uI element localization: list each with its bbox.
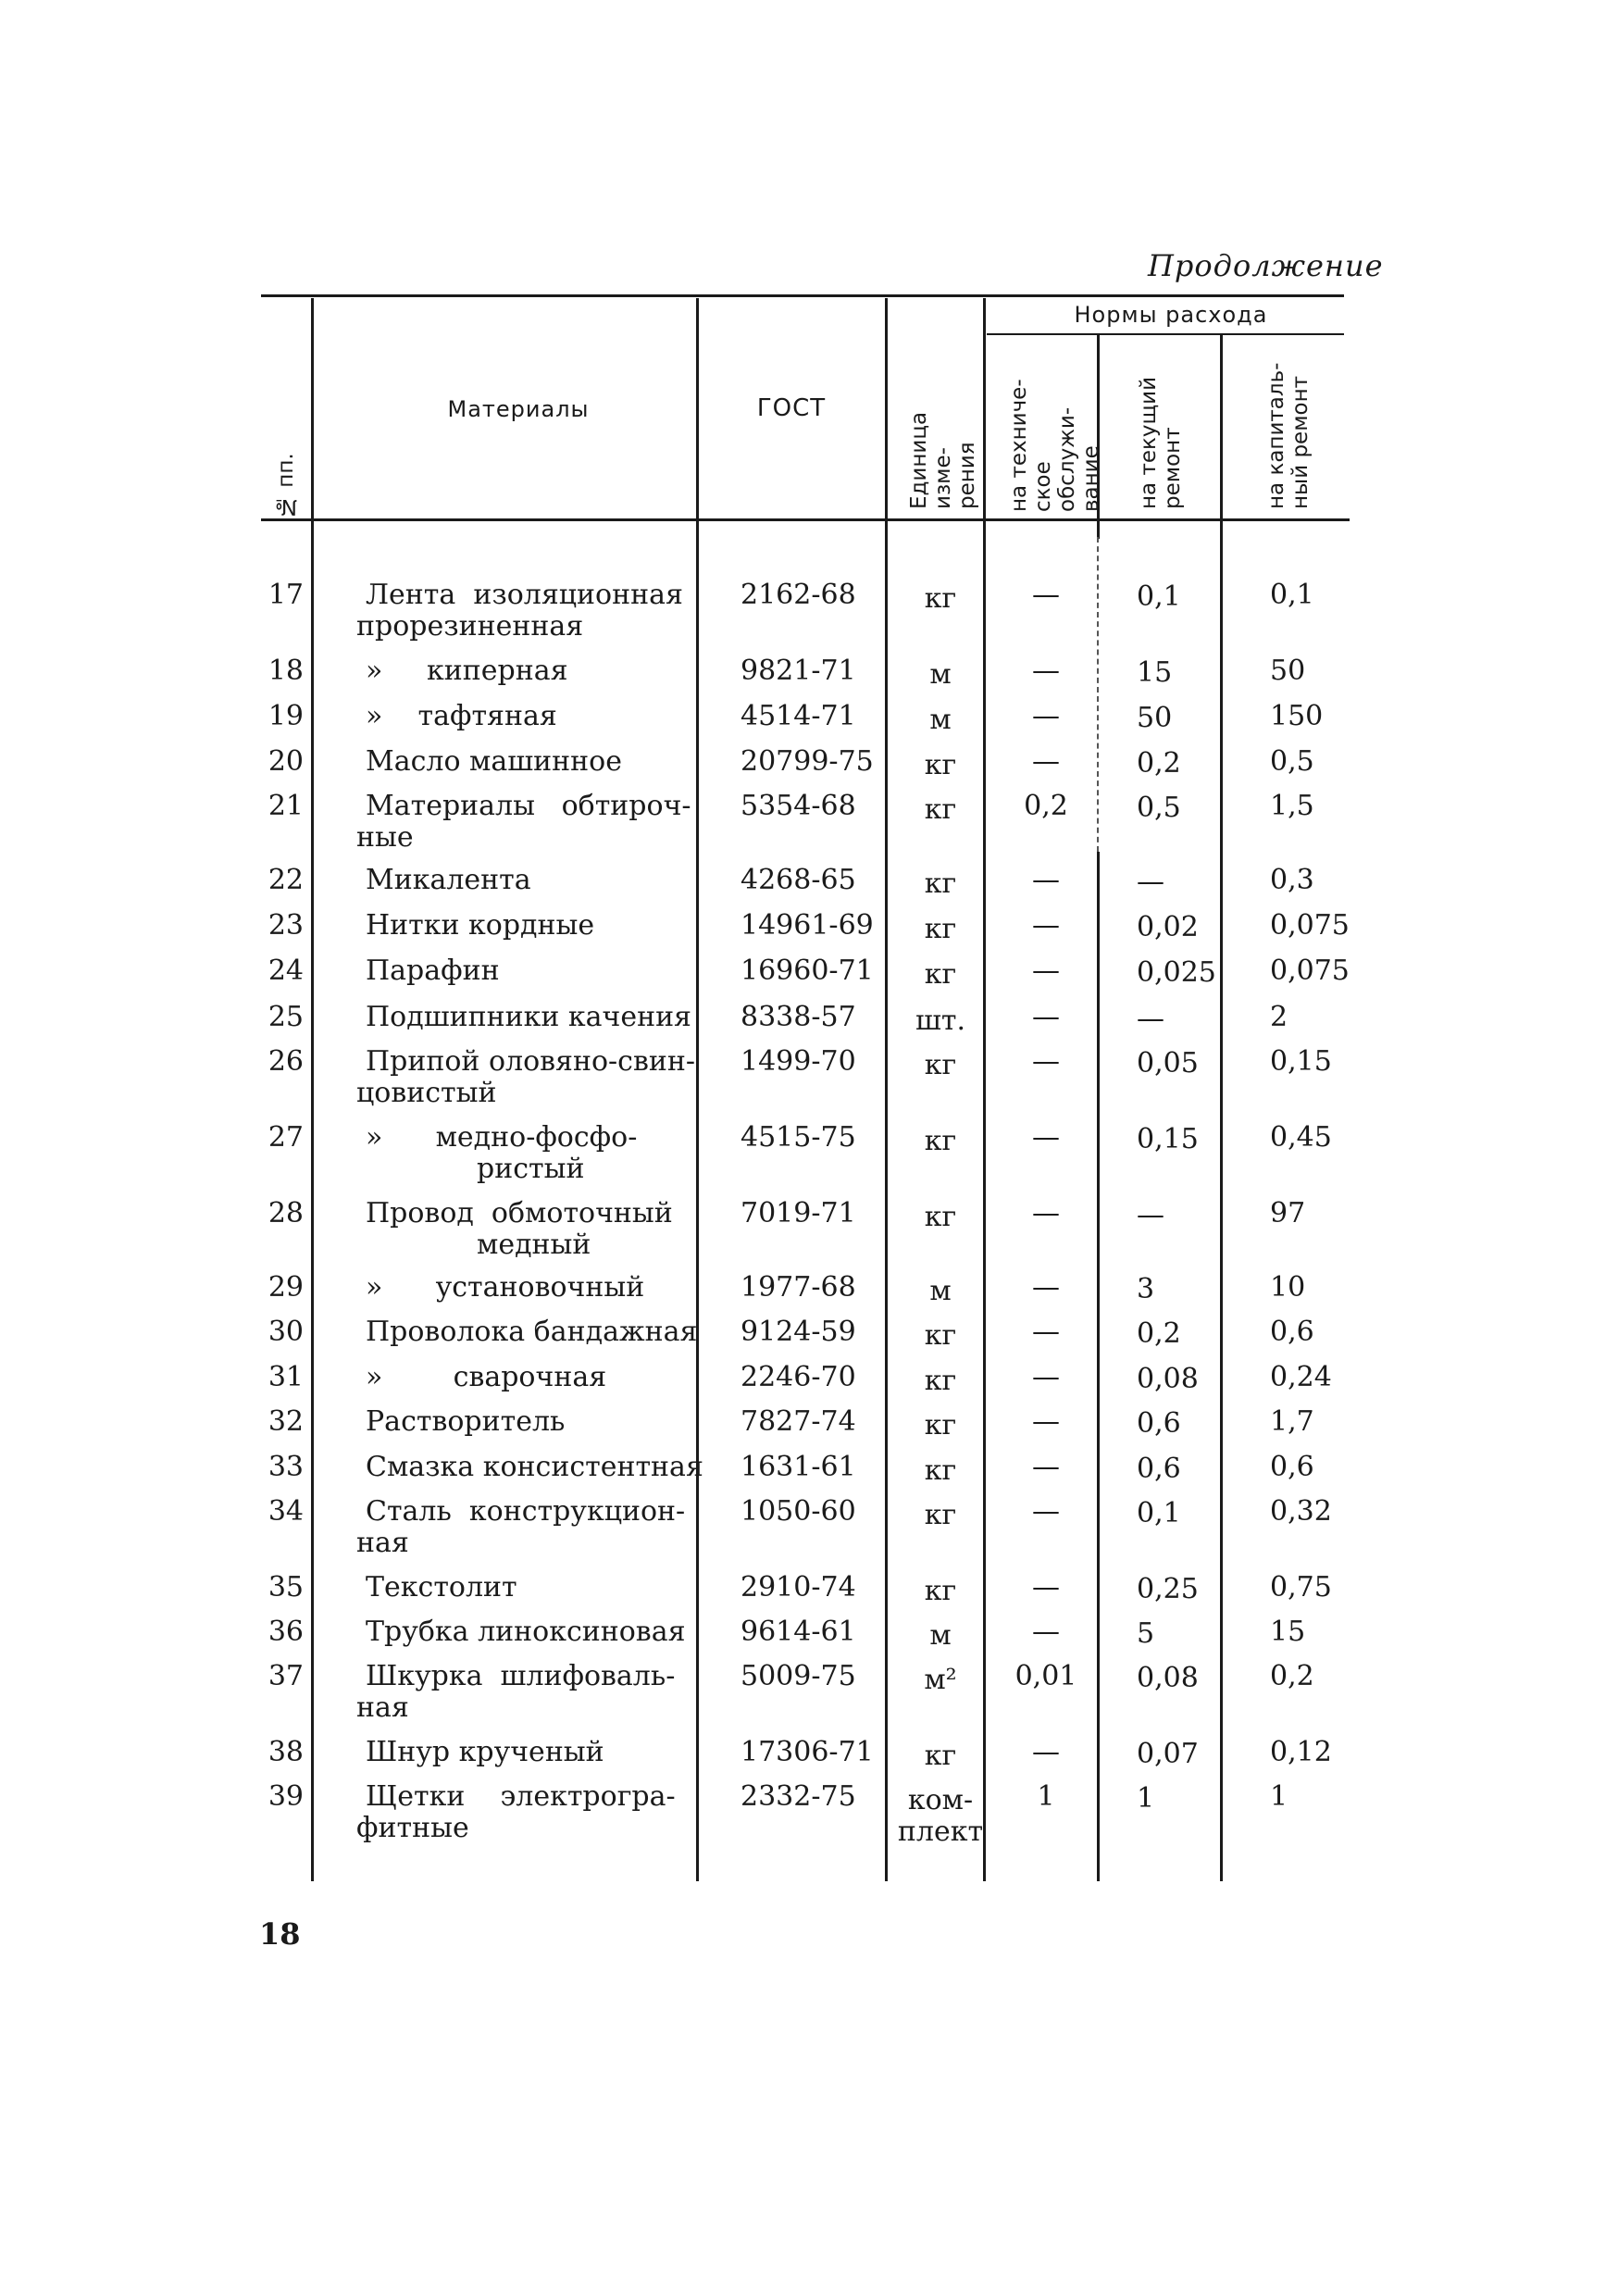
norm-tech-service: — (1032, 745, 1060, 778)
norm-tech-service: 0,2 (1024, 790, 1068, 822)
norm-current-repair: 0,1 (1137, 580, 1181, 613)
gost-number: 1499-70 (741, 1045, 856, 1078)
norm-capital-repair: 0,75 (1270, 1571, 1332, 1603)
row-number: 19 (268, 700, 304, 732)
gost-number: 1050-60 (741, 1495, 856, 1528)
page-number: 18 (259, 1916, 301, 1952)
unit-of-measure: кг (924, 749, 957, 781)
row-number: 24 (268, 955, 304, 987)
norm-capital-repair: 1,7 (1270, 1405, 1314, 1438)
unit-of-measure: м² (924, 1664, 957, 1696)
continuation-label: Продолжение (1148, 248, 1384, 283)
unit-of-measure: кг (924, 1049, 957, 1081)
norm-current-repair: 0,2 (1137, 1317, 1181, 1350)
gost-number: 7019-71 (741, 1197, 856, 1229)
norm-tech-service: — (1032, 1495, 1060, 1528)
material-name-continuation: ная (356, 1527, 409, 1559)
norm-capital-repair: 10 (1270, 1271, 1306, 1304)
col-divider-5-dotted (1097, 537, 1099, 852)
header-unit: Единица изме- рения (907, 411, 979, 509)
norm-current-repair: 0,25 (1137, 1573, 1199, 1605)
material-name: Лента изоляционная (366, 579, 683, 611)
header-num: № пп. (274, 453, 298, 518)
norm-tech-service: — (1032, 1571, 1060, 1603)
unit-of-measure: кг (924, 1454, 957, 1487)
norm-current-repair: 5 (1137, 1617, 1155, 1650)
norm-tech-service: — (1032, 1045, 1060, 1078)
material-name: Шнур крученый (366, 1736, 604, 1768)
norm-tech-service: — (1032, 1316, 1060, 1348)
material-name-continuation: медный (477, 1229, 591, 1261)
norm-current-repair: 1 (1137, 1782, 1155, 1815)
material-name: Смазка консистентная (366, 1451, 703, 1483)
norm-current-repair: 0,02 (1137, 911, 1199, 943)
header-tech-service: на техниче- ское обслужи- вание (1007, 379, 1103, 512)
material-name-continuation: ная (356, 1691, 409, 1724)
gost-number: 9124-59 (741, 1316, 856, 1348)
row-number: 32 (268, 1405, 304, 1438)
norm-tech-service: — (1032, 1121, 1060, 1154)
norm-tech-service: — (1032, 1616, 1060, 1648)
norm-capital-repair: 150 (1270, 700, 1324, 732)
material-name: » киперная (366, 655, 568, 687)
norm-capital-repair: 15 (1270, 1616, 1306, 1648)
norm-current-repair: 3 (1137, 1273, 1155, 1305)
norm-capital-repair: 0,2 (1270, 1660, 1314, 1692)
row-number: 23 (268, 909, 304, 942)
norm-capital-repair: 0,3 (1270, 864, 1314, 896)
norms-rule (987, 333, 1344, 335)
gost-number: 5009-75 (741, 1660, 856, 1692)
material-name: Шкурка шлифоваль- (366, 1660, 676, 1692)
material-name: Материалы обтироч- (366, 790, 691, 822)
row-number: 29 (268, 1271, 304, 1304)
norm-capital-repair: 0,45 (1270, 1121, 1332, 1154)
gost-number: 2246-70 (741, 1361, 856, 1393)
norm-capital-repair: 0,12 (1270, 1736, 1332, 1768)
norm-tech-service: — (1032, 1405, 1060, 1438)
norm-current-repair: 0,15 (1137, 1123, 1199, 1155)
unit-of-measure: кг (924, 1740, 957, 1772)
norm-capital-repair: 0,075 (1270, 909, 1350, 942)
norm-tech-service: — (1032, 1271, 1060, 1304)
norm-tech-service: — (1032, 955, 1060, 987)
material-name: Припой оловяно-свин- (366, 1045, 695, 1078)
row-number: 20 (268, 745, 304, 778)
norm-tech-service: 0,01 (1014, 1660, 1077, 1692)
norm-current-repair: — (1137, 1199, 1164, 1231)
norm-current-repair: 0,07 (1137, 1738, 1199, 1770)
material-name: Трубка линоксиновая (366, 1616, 686, 1648)
norm-current-repair: 15 (1137, 656, 1173, 689)
col-divider-1 (311, 298, 314, 1881)
norm-current-repair: 0,025 (1137, 956, 1216, 989)
norm-tech-service: — (1032, 1001, 1060, 1033)
unit-of-measure: кг (924, 582, 957, 615)
material-name: Микалента (366, 864, 531, 896)
material-name: Парафин (366, 955, 500, 987)
gost-number: 17306-71 (741, 1736, 874, 1768)
norm-tech-service: — (1032, 1197, 1060, 1229)
gost-number: 20799-75 (741, 745, 874, 778)
material-name-continuation: прорезиненная (356, 610, 584, 643)
gost-number: 2910-74 (741, 1571, 856, 1603)
row-number: 21 (268, 790, 304, 822)
header-norms: Нормы расхода (1074, 302, 1268, 328)
unit-of-measure: м (929, 1619, 952, 1652)
norm-capital-repair: 0,32 (1270, 1495, 1332, 1528)
norm-tech-service: — (1032, 655, 1060, 687)
norm-current-repair: 0,1 (1137, 1497, 1181, 1529)
header-bottom-rule (261, 518, 1350, 521)
material-name: Провод обмоточный (366, 1197, 673, 1229)
gost-number: 8338-57 (741, 1001, 856, 1033)
header-gost: ГОСТ (756, 394, 827, 422)
norm-capital-repair: 0,6 (1270, 1451, 1314, 1483)
norm-capital-repair: 0,075 (1270, 955, 1350, 987)
gost-number: 5354-68 (741, 790, 856, 822)
header-capital-repair: на капиталь- ный ремонт (1264, 362, 1313, 509)
material-name: Щетки электрогра- (366, 1780, 676, 1813)
unit-of-measure: кг (924, 1201, 957, 1233)
gost-number: 9821-71 (741, 655, 856, 687)
row-number: 39 (268, 1780, 304, 1813)
unit-of-measure: кг (924, 793, 957, 826)
norm-capital-repair: 0,24 (1270, 1361, 1332, 1393)
gost-number: 4514-71 (741, 700, 856, 732)
unit-of-measure: кг (924, 1125, 957, 1157)
gost-number: 1977-68 (741, 1271, 856, 1304)
norm-current-repair: 0,08 (1137, 1662, 1199, 1694)
norm-capital-repair: 50 (1270, 655, 1306, 687)
material-name: Сталь конструкцион- (366, 1495, 686, 1528)
header-current-repair: на текущий ремонт (1137, 376, 1185, 509)
row-number: 17 (268, 579, 304, 611)
norm-current-repair: — (1137, 1003, 1164, 1035)
row-number: 31 (268, 1361, 304, 1393)
header-materials: Материалы (447, 396, 590, 422)
material-name: Подшипники качения (366, 1001, 691, 1033)
gost-number: 9614-61 (741, 1616, 856, 1648)
unit-of-measure: кг (924, 1319, 957, 1352)
material-name-continuation: ристый (477, 1153, 585, 1185)
row-number: 34 (268, 1495, 304, 1528)
norm-current-repair: 0,2 (1137, 747, 1181, 780)
material-name: Растворитель (366, 1405, 566, 1438)
row-number: 37 (268, 1660, 304, 1692)
norm-current-repair: 0,08 (1137, 1363, 1199, 1395)
norm-current-repair: 0,6 (1137, 1407, 1181, 1440)
norm-tech-service: — (1032, 579, 1060, 611)
row-number: 22 (268, 864, 304, 896)
norm-tech-service: — (1032, 1361, 1060, 1393)
norm-capital-repair: 0,6 (1270, 1316, 1314, 1348)
unit-of-measure: кг (924, 1409, 957, 1441)
material-name: Масло машинное (366, 745, 622, 778)
table-top-rule (261, 294, 1344, 297)
unit-of-measure: кг (924, 867, 957, 900)
norm-current-repair: 0,5 (1137, 792, 1181, 824)
unit-of-measure: м (929, 704, 952, 736)
unit-of-measure: кг (924, 913, 957, 945)
gost-number: 16960-71 (741, 955, 874, 987)
unit-of-measure: ком- (907, 1784, 974, 1816)
material-name-continuation: фитные (356, 1812, 469, 1844)
norm-capital-repair: 0,1 (1270, 579, 1314, 611)
row-number: 38 (268, 1736, 304, 1768)
norm-capital-repair: 0,5 (1270, 745, 1314, 778)
norm-tech-service: — (1032, 864, 1060, 896)
row-number: 26 (268, 1045, 304, 1078)
norm-capital-repair: 1 (1270, 1780, 1288, 1813)
norm-current-repair: 0,05 (1137, 1047, 1199, 1079)
norm-tech-service: — (1032, 700, 1060, 732)
norm-capital-repair: 97 (1270, 1197, 1306, 1229)
unit-of-measure: кг (924, 958, 957, 991)
material-name-continuation: ные (356, 821, 414, 854)
material-name: » тафтяная (366, 700, 557, 732)
gost-number: 4515-75 (741, 1121, 856, 1154)
material-name-continuation: цовистый (356, 1077, 497, 1109)
norm-tech-service: — (1032, 1736, 1060, 1768)
gost-number: 1631-61 (741, 1451, 856, 1483)
gost-number: 7827-74 (741, 1405, 856, 1438)
row-number: 33 (268, 1451, 304, 1483)
material-name: Нитки кордные (366, 909, 595, 942)
material-name: » сварочная (366, 1361, 607, 1393)
material-name: » установочный (366, 1271, 645, 1304)
unit-of-measure: м (929, 1275, 952, 1307)
unit-of-measure: кг (924, 1575, 957, 1607)
norm-capital-repair: 0,15 (1270, 1045, 1332, 1078)
norm-capital-repair: 1,5 (1270, 790, 1314, 822)
material-name: Проволока бандажная (366, 1316, 698, 1348)
gost-number: 4268-65 (741, 864, 856, 896)
unit-of-measure: кг (924, 1365, 957, 1397)
row-number: 25 (268, 1001, 304, 1033)
unit-of-measure: м (929, 658, 952, 691)
material-name: » медно-фосфо- (366, 1121, 638, 1154)
row-number: 28 (268, 1197, 304, 1229)
norm-tech-service: — (1032, 1451, 1060, 1483)
gost-number: 2332-75 (741, 1780, 856, 1813)
norm-capital-repair: 2 (1270, 1001, 1288, 1033)
gost-number: 14961-69 (741, 909, 874, 942)
gost-number: 2162-68 (741, 579, 856, 611)
unit-of-measure: кг (924, 1499, 957, 1531)
norm-tech-service: — (1032, 909, 1060, 942)
col-divider-3 (885, 298, 888, 1881)
norm-tech-service: 1 (1037, 1780, 1055, 1813)
norm-current-repair: 50 (1137, 702, 1173, 734)
row-number: 35 (268, 1571, 304, 1603)
unit-of-measure: шт. (915, 1004, 966, 1037)
unit-of-measure-continuation: плект (897, 1816, 984, 1848)
row-number: 30 (268, 1316, 304, 1348)
norm-current-repair: — (1137, 866, 1164, 898)
material-name: Текстолит (366, 1571, 517, 1603)
row-number: 36 (268, 1616, 304, 1648)
col-divider-5-body (1097, 852, 1100, 1881)
norm-current-repair: 0,6 (1137, 1453, 1181, 1485)
row-number: 27 (268, 1121, 304, 1154)
row-number: 18 (268, 655, 304, 687)
